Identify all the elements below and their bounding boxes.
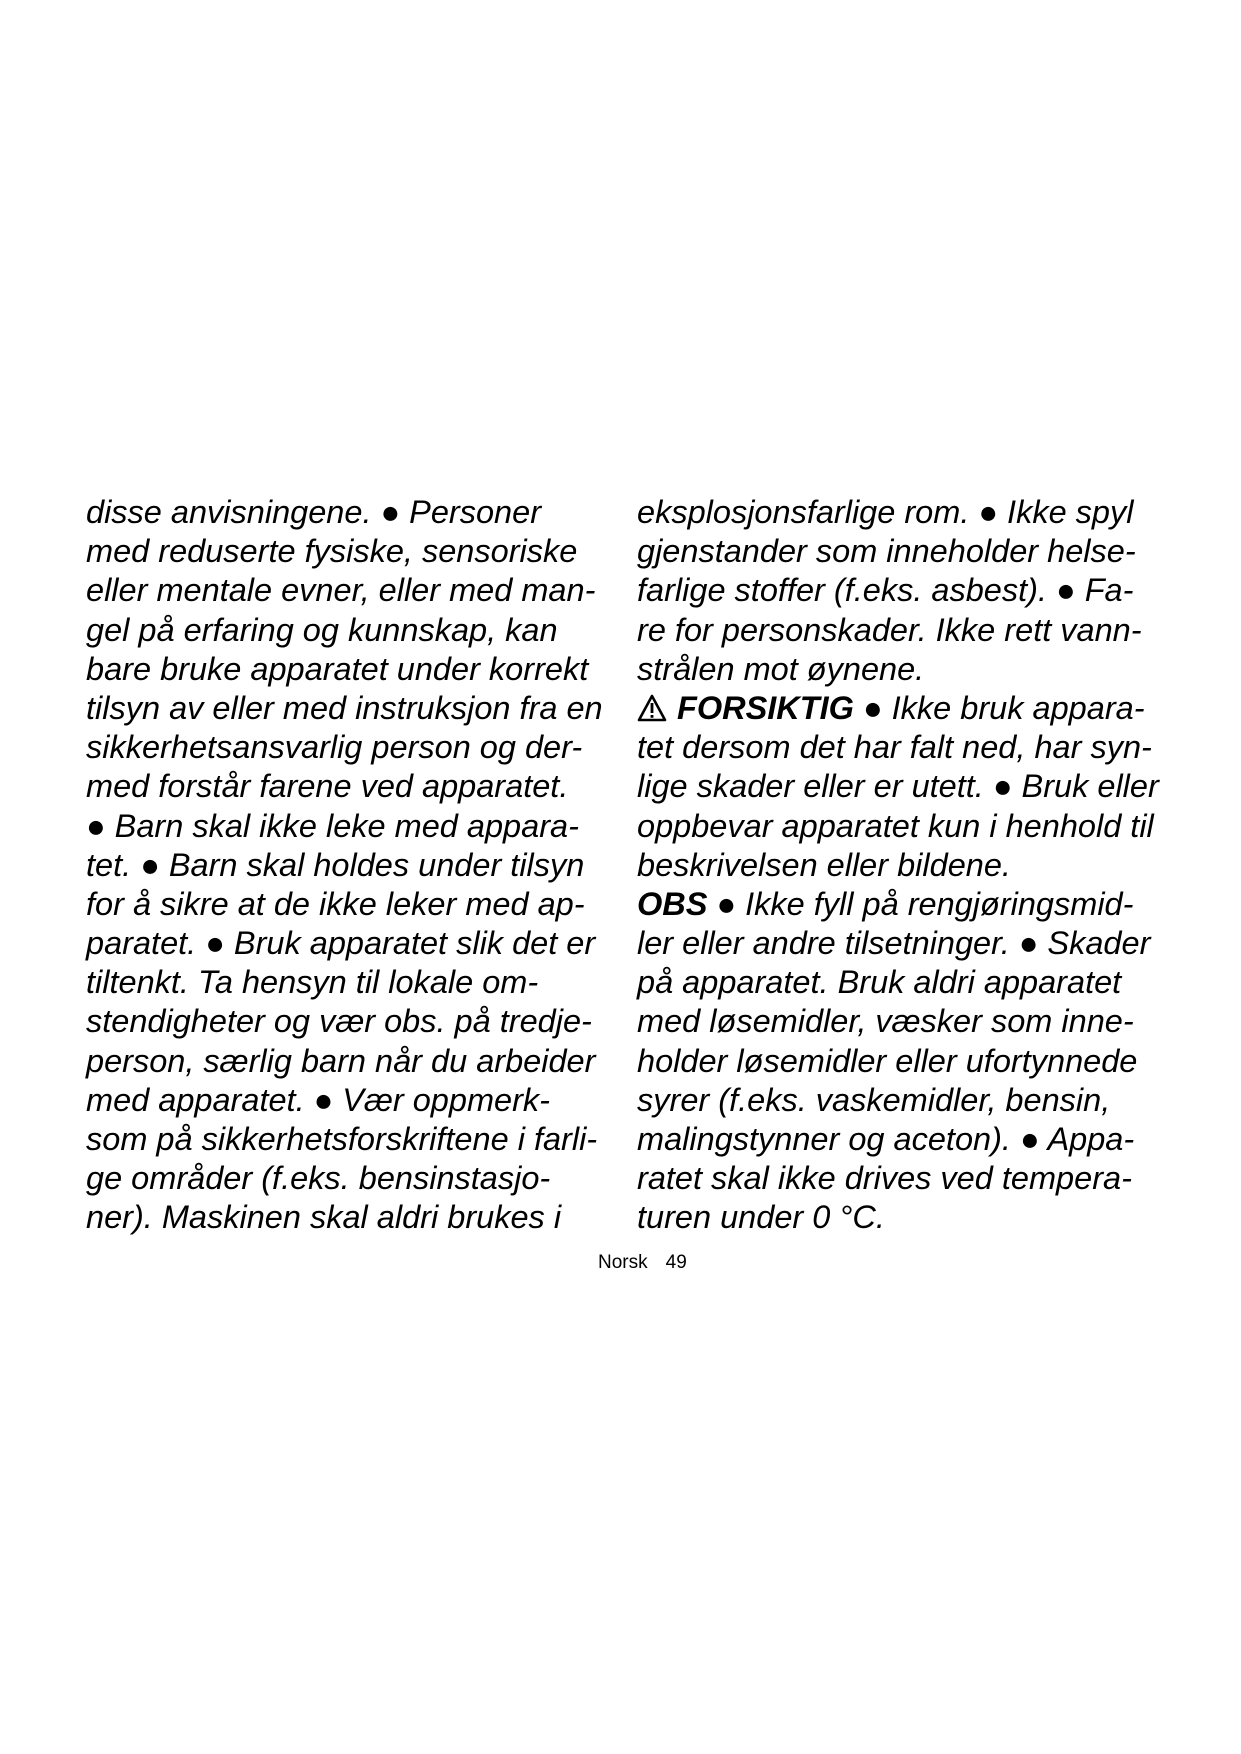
right-column — [637, 493, 1159, 1238]
text-line: person, særlig barn når du arbeider — [86, 1042, 596, 1079]
left-column — [86, 493, 603, 1238]
text-line: holder løsemidler eller ufortynnede — [637, 1042, 1138, 1079]
obs-text: ● Ikke fyll på rengjøringsmid- — [707, 885, 1134, 922]
page-number: 49 — [665, 1252, 687, 1273]
text-line: tet. ● Barn skal holdes under tilsyn — [86, 846, 585, 883]
text-line: tet dersom det har falt ned, har syn- — [637, 729, 1152, 766]
text-line: tiltenkt. Ta hensyn til lokale om- — [86, 964, 539, 1001]
text-line: eksplosjonsfarlige rom. ● Ikke spyl — [637, 494, 1134, 530]
text-line: bare bruke apparatet under korrekt — [86, 650, 589, 687]
text-line: gjenstander som inneholder helse- — [637, 533, 1136, 570]
text-line: sikkerhetsansvarlig person og der- — [86, 729, 583, 766]
text-line: farlige stoffer (f.eks. asbest). ● Fa- — [637, 572, 1134, 609]
text-line: med løsemidler, væsker som inne- — [637, 1003, 1134, 1040]
text-line: stendigheter og vær obs. på tredje- — [86, 1003, 592, 1040]
text-line: tilsyn av eller med instruksjon fra en — [86, 689, 603, 726]
text-line: turen under 0 °C. — [637, 1199, 885, 1236]
text-line: malingstynner og aceton). ● Appa- — [637, 1121, 1135, 1157]
obs-line — [637, 885, 1159, 924]
forsiktig-line — [637, 689, 1159, 728]
text-line: som på sikkerhetsforskriftene i farli- — [86, 1121, 598, 1157]
text-line: gel på erfaring og kunnskap, kan — [86, 611, 558, 648]
text-line: ler eller andre tilsetninger. ● Skader — [637, 925, 1151, 962]
text-line: med reduserte fysiske, sensoriske — [86, 533, 578, 570]
footer-language: Norsk — [598, 1252, 648, 1273]
text-line: disse anvisningene. ● Personer — [86, 494, 542, 530]
text-line: lige skader eller er utett. ● Bruk eller — [637, 768, 1159, 805]
text-line: ratet skal ikke drives ved tempera- — [637, 1160, 1132, 1197]
page-footer — [598, 1252, 687, 1274]
forsiktig-label: FORSIKTIG — [677, 689, 854, 726]
text-line: syrer (f.eks. vaskemidler, bensin, — [637, 1081, 1111, 1118]
text-line: ner). Maskinen skal aldri brukes i — [86, 1199, 562, 1236]
obs-label: OBS — [637, 885, 708, 922]
warning-triangle-icon — [637, 692, 667, 720]
text-line: eller mentale evner, eller med man- — [86, 572, 596, 609]
text-line: på apparatet. Bruk aldri apparatet — [637, 964, 1122, 1001]
text-line: med forstår farene ved apparatet. — [86, 768, 569, 805]
text-line: for å sikre at de ikke leker med ap- — [86, 885, 585, 922]
text-line: strålen mot øynene. — [637, 650, 925, 687]
text-line: ● Barn skal ikke leke med appara- — [86, 807, 579, 844]
text-line: oppbevar apparatet kun i henhold til — [637, 807, 1154, 844]
text-line: paratet. ● Bruk apparatet slik det er — [86, 925, 596, 962]
text-line: re for personskader. Ikke rett vann- — [637, 611, 1142, 648]
text-line: beskrivelsen eller bildene. — [637, 846, 1011, 883]
forsiktig-text: ● Ikke bruk appara- — [853, 689, 1145, 726]
text-line: med apparatet. ● Vær oppmerk- — [86, 1081, 550, 1118]
text-line: ge områder (f.eks. bensinstasjo- — [86, 1160, 551, 1197]
